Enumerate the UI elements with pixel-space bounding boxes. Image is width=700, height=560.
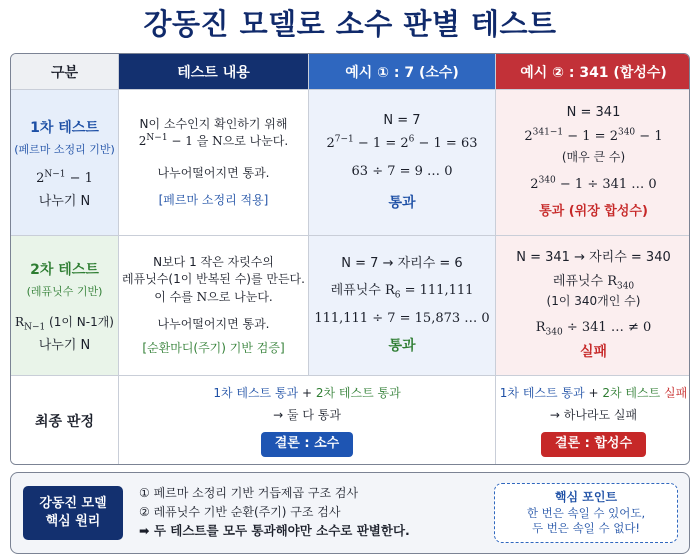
row1-ex1-line2: $2^{7-1} - 1 = 2^6 - 1 = 63$ [326,134,478,152]
header-example-prime: 예시 ① : 7 (소수) [309,54,496,90]
footer-principles [139,484,410,541]
final-right-t1: 1차 테스트 통과 [499,386,585,401]
final-left-t1: 1차 테스트 통과 [213,386,299,401]
page-title: 강동진 모델로 소수 판별 테스트 [143,7,557,41]
row2-ex1-line3: 111,111 ÷ 7 = 15,873 … 0 [314,310,490,326]
row1-formula: $2^{N-1} - 1$ [36,169,93,186]
footer-badge-line2: 핵심 원리 [45,514,101,529]
row2-ex2-line3: (1이 340개인 수) [546,294,641,309]
row2-subtitle: (레퓨닛수 기반) [26,284,103,298]
row2-ex1-line1: N = 7 → 자리수 = 6 [341,255,463,271]
row1-label [11,90,119,236]
footer-point2: ② 레퓨닛수 기반 순환(주기) 구조 검사 [139,504,341,519]
footer-badge-line1: 강동진 모델 [39,495,107,511]
row1-divide: 나누기 N [38,193,91,209]
row1-ex2-line3: (매우 큰 수) [561,150,626,165]
row2-title: 2차 테스트 [30,261,99,278]
final-left-plus: + [301,386,313,401]
final-verdict-prime-badge: 결론 : 소수 [261,432,353,457]
final-right-line1 [500,385,687,402]
row1-content-line3: 나누어떨어지면 통과. [157,165,270,180]
row2-ex1-line2: 레퓨닛수 $R_6 = 111,111$ [330,283,474,301]
row2-ex2-line4: $R_{340} \div 341$ … ≠ 0 [535,320,652,339]
footer-point3: 두 테스트를 모두 통과해야만 소수로 판별한다. [153,523,410,539]
row2-label [11,236,119,376]
footer-point1: ① 페르마 소정리 기반 거듭제곱 구조 검사 [139,486,359,500]
final-right-fail: 실패 [664,386,688,401]
final-left-line1 [213,385,400,402]
row2-content-line1: N보다 1 작은 자릿수의 [153,255,274,270]
key-point-title: 핵심 포인트 [554,490,618,505]
final-left-t2: 2차 테스트 통과 [315,386,401,401]
row1-example-composite [496,90,690,236]
key-point-line1: 한 번은 속일 수 있어도, [526,505,646,520]
row2-ex2-result: 실패 [579,343,608,360]
final-label-cell [11,376,119,465]
row1-ex1-line3: 63 ÷ 7 = 9 … 0 [351,163,453,179]
footer-point3-row [139,521,410,540]
row1-content [119,90,309,236]
row1-ex2-result: 통과 (위장 합성수) [539,204,648,220]
row2-content [119,236,309,376]
row2-divide: 나누기 N [38,337,91,353]
final-verdict-composite [496,376,690,465]
row2-content-line4: 나누어떨어지면 통과. [157,317,270,332]
final-right-t2: 2차 테스트 [602,386,661,401]
row2-ex1-result: 통과 [388,338,416,355]
row1-ex2-line2: $2^{341-1} - 1 = 2^{340} - 1$ [524,127,663,144]
row2-example-prime [309,236,496,376]
final-label: 최종 판정 [35,414,94,430]
row2-ex2-line1: N = 341 → 자리수 = 340 [516,250,671,266]
footer-badge [23,486,123,540]
row1-title: 1차 테스트 [30,119,99,136]
row1-content-line2: $2^{N-1} - 1$ 을 N으로 나눈다. [138,133,289,149]
key-point-box [494,483,678,543]
row1-ex1-line1: N = 7 [383,112,421,128]
arrow-right-icon: ➡ [139,523,150,539]
key-point-line2: 두 번은 속일 수 없다! [531,521,641,536]
final-verdict-composite-badge: 결론 : 합성수 [541,432,646,457]
row1-ex2-line1: N = 341 [566,105,621,121]
footer-panel [10,472,690,554]
row1-subtitle: (페르마 소정리 기반) [14,142,115,156]
row1-content-note: [페르마 소정리 적용] [158,192,269,207]
final-right-line2: → 하나라도 실패 [549,407,638,422]
row1-example-prime [309,90,496,236]
final-left-line2: → 둘 다 통과 [273,407,341,422]
comparison-table [10,53,690,465]
final-verdict-prime [119,376,496,465]
row1-content-line1: N이 소수인지 확인하기 위해 [139,116,288,131]
row2-formula: $R_{N-1}$ (1이 N-1개) [15,314,114,332]
row2-example-composite [496,236,690,376]
header-category: 구분 [11,54,119,90]
row1-ex2-line4: $2^{340} - 1 \div 341$ … 0 [530,175,657,192]
header-example-composite: 예시 ② : 341 (합성수) [496,54,690,90]
final-right-plus: + [588,386,599,401]
header-test-content: 테스트 내용 [119,54,309,90]
row2-content-line3: 이 수를 N으로 나눈다. [154,289,273,304]
row2-ex2-line2: 레퓨닛수 $R_{340}$ [552,273,635,292]
row2-content-note: [순환마디(주기) 기반 검증] [142,340,285,355]
row2-content-line2: 레퓨닛수(1이 반복된 수)를 만든다. [122,272,305,287]
row1-ex1-result: 통과 [388,195,416,212]
